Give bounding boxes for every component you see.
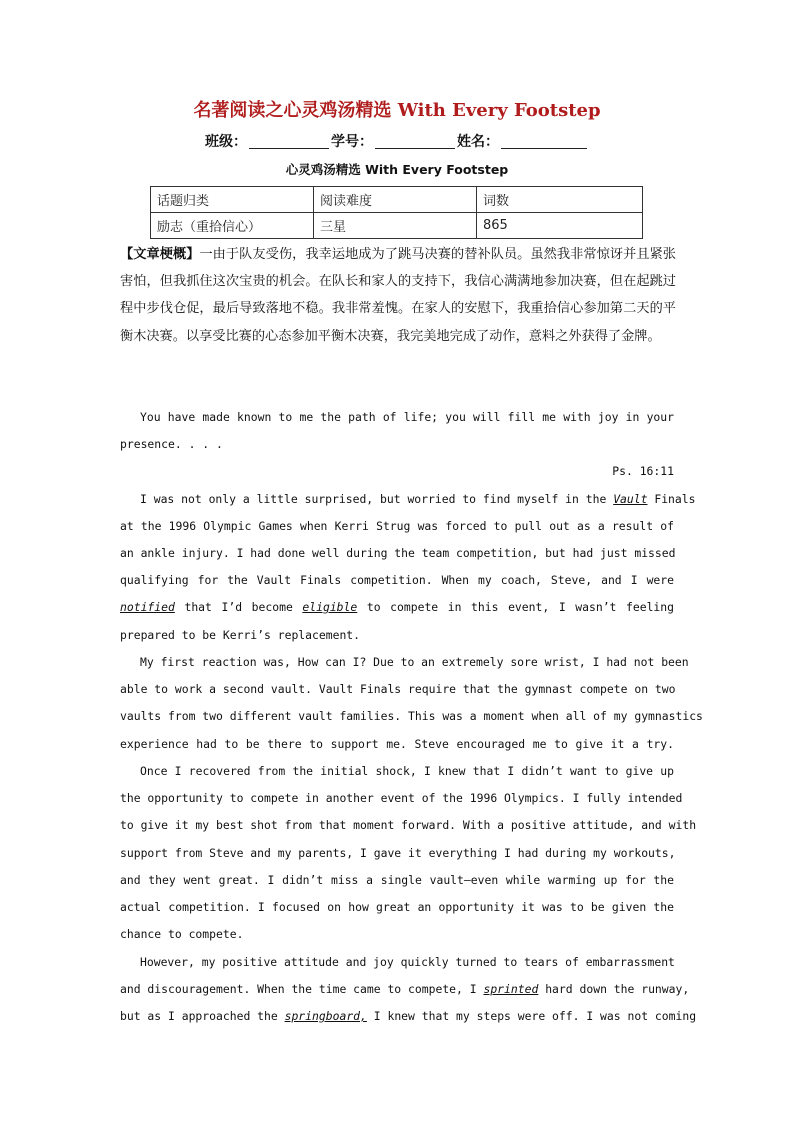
paragraph-line: support from Steve and my parents, I gave it everything I had during my workouts, — [120, 846, 676, 860]
paragraph-line: and they went great. I didn’t miss a single vault—even while warming up for the — [120, 873, 674, 887]
text-run: and discouragement. When the time came to compete, I — [120, 982, 477, 996]
table-cell-topic-header: 话题归类 — [151, 187, 314, 213]
paragraph-line: to give it my best shot from that moment forward. With a positive attitude, and with — [120, 818, 697, 832]
paragraph-line: Once I recovered from the initial shock, I knew that I didn’t want to give up — [140, 764, 674, 778]
student-info-line — [0, 131, 794, 151]
class-blank[interactable] — [249, 134, 329, 149]
paragraph-line: actual competition. I focused on how great an opportunity it was to be given the — [120, 900, 674, 914]
text-run: Finals — [654, 492, 696, 506]
table-header-row — [151, 187, 643, 213]
name-blank[interactable] — [501, 134, 587, 149]
table-row — [151, 213, 643, 239]
paragraph-line: My first reaction was, How can I? Due to an extremely sore wrist, I had not been — [140, 655, 689, 669]
text-run: I knew that my steps were off. I was not coming — [373, 1009, 697, 1023]
table-cell-topic: 励志（重拾信心） — [151, 213, 314, 239]
table-cell-wordcount: 865 — [477, 213, 643, 239]
paragraph-line: However, my positive attitude and joy quickly turned to tears of embarrassment — [140, 955, 675, 969]
article-subtitle: 心灵鸡汤精选 With Every Footstep — [285, 162, 509, 177]
epigraph-line: You have made known to me the path of life; you will fill me with joy in your — [140, 410, 674, 424]
paragraph-line: qualifying for the Vault Finals competition. When my coach, Steve, and I were — [120, 573, 674, 587]
paragraph-line: an ankle injury. I had done well during the team competition, but had just missed — [120, 546, 676, 560]
summary-label: 【文章梗概】 — [120, 247, 200, 262]
paragraph-line: the opportunity to compete in another event of the 1996 Olympics. I fully intended — [120, 791, 683, 805]
paragraph-line: vaults from two different vault families. This was a moment when all of my gymnastics — [120, 709, 703, 723]
epigraph-line: presence. . . . — [120, 437, 223, 451]
name-label: 姓名： — [457, 134, 499, 150]
summary-text: 一由于队友受伤，我幸运地成为了跳马决赛的替补队员。虽然我非常惊讶并且紧张害怕，但我抓住这次宝贵的机会。在队长和家人的支持下，我信心满满地参加决赛，但在起跳过程中步伐仓促，最后导致落地不稳。我非常羞愧。在家人的安慰下，我重拾信心参加第二天的平衡木决赛。以享受比赛的心态参加平衡木决赛，我完美地完成了动作，意料之外获得了金牌。 — [120, 247, 676, 344]
article-info-table — [150, 186, 643, 239]
epigraph-source: Ps. 16:11 — [612, 464, 674, 478]
text-run: that I’d become — [184, 600, 293, 614]
paragraph-line: able to work a second vault. Vault Finals require that the gymnast compete on two — [120, 682, 676, 696]
table-cell-difficulty-header: 阅读难度 — [314, 187, 477, 213]
id-label: 学号： — [331, 134, 373, 150]
vocab-word: Vault — [613, 492, 648, 506]
paragraph-line: chance to compete. — [120, 927, 244, 941]
class-label: 班级： — [205, 134, 247, 150]
vocab-word: notified — [120, 600, 175, 614]
document-title: 名著阅读之心灵鸡汤精选 With Every Footstep — [193, 100, 601, 121]
text-run: but as I approached the — [120, 1009, 278, 1023]
paragraph-line — [120, 489, 696, 509]
article-summary — [120, 241, 676, 350]
paragraph-line: at the 1996 Olympic Games when Kerri Strug was forced to pull out as a result of — [120, 519, 674, 533]
vocab-word: sprinted — [483, 982, 539, 996]
table-cell-difficulty: 三星 — [314, 213, 477, 239]
paragraph-line: experience had to be there to support me. Steve encouraged me to give it a try. — [120, 737, 674, 751]
paragraph-line: prepared to be Kerri’s replacement. — [120, 628, 361, 642]
paragraph-line — [120, 597, 674, 617]
vocab-word: springboard, — [284, 1009, 367, 1023]
text-run: to compete in this event, I wasn’t feeling — [366, 600, 674, 614]
id-blank[interactable] — [375, 134, 455, 149]
paragraph-line — [120, 1006, 697, 1026]
text-run: I was not only a little surprised, but worried to find myself in the — [140, 492, 607, 506]
paragraph-line — [120, 979, 690, 999]
vocab-word: eligible — [302, 600, 358, 614]
text-run: hard down the runway, — [545, 982, 690, 996]
table-cell-wordcount-header: 词数 — [477, 187, 643, 213]
